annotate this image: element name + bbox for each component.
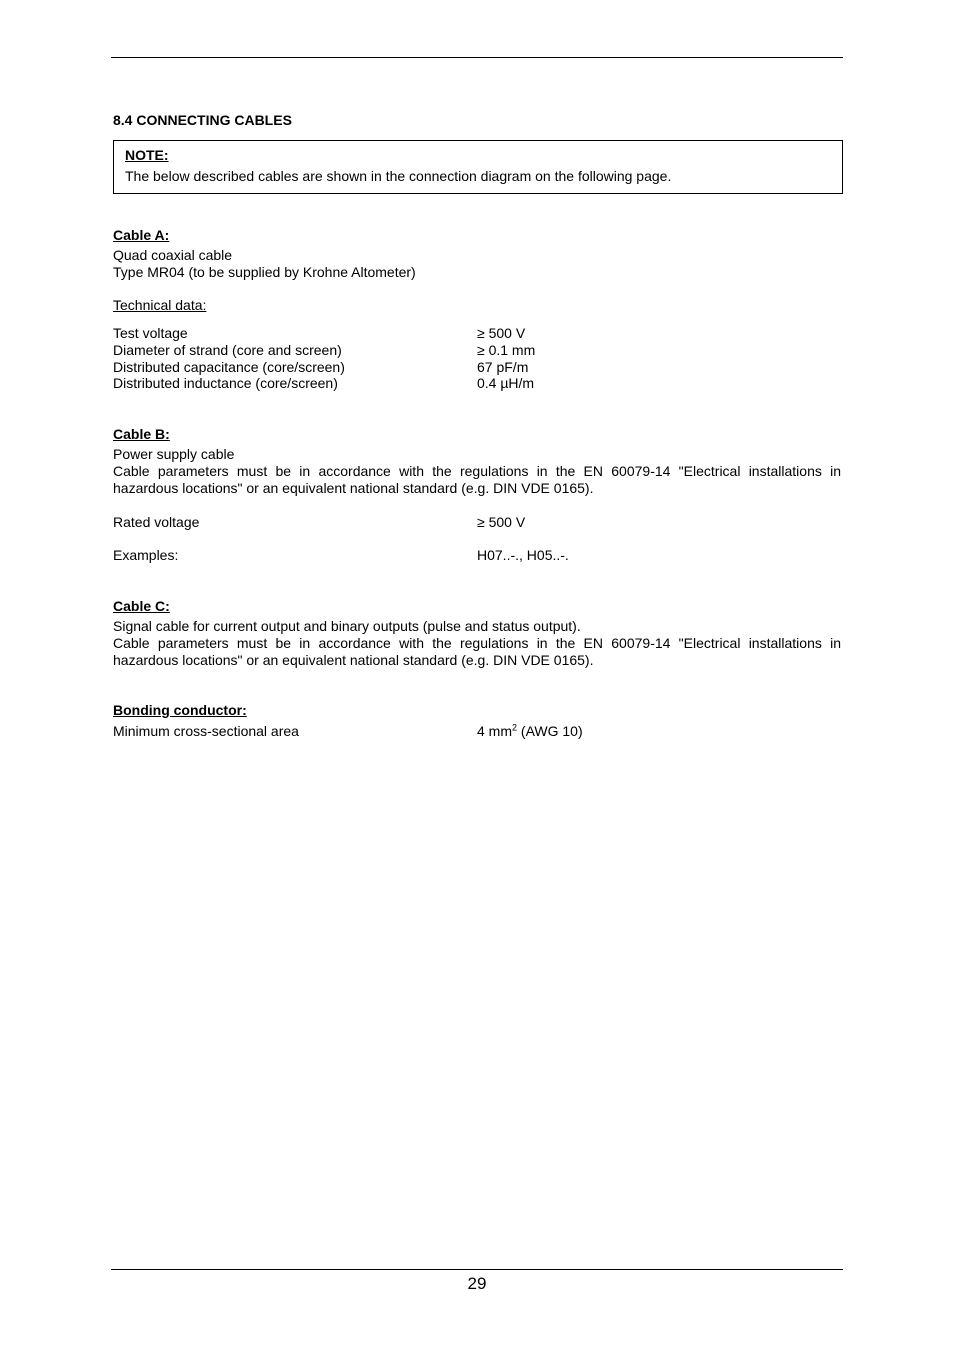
tech-row-label: Distributed inductance (core/screen) [113, 375, 338, 391]
rated-voltage-value: ≥ 500 V [477, 514, 526, 530]
cable-a-heading: Cable A: [113, 227, 170, 243]
bonding-value-suffix: (AWG 10) [517, 723, 583, 739]
section-title: 8.4 CONNECTING CABLES [113, 112, 292, 128]
cable-c-heading: Cable C: [113, 598, 170, 614]
bonding-label: Minimum cross-sectional area [113, 723, 299, 739]
tech-row-label: Test voltage [113, 325, 188, 341]
footer-rule [111, 1269, 843, 1270]
bonding-value [477, 723, 583, 740]
cable-b-heading: Cable B: [113, 426, 170, 442]
note-box [113, 140, 843, 194]
tech-row-value: ≥ 0.1 mm [477, 342, 536, 358]
cable-a-tech-heading: Technical data: [113, 297, 207, 313]
bonding-value-superscript: 2 [512, 722, 518, 733]
cable-a-line1: Quad coaxial cable [113, 247, 233, 263]
bonding-value-main: 4 mm [477, 723, 512, 739]
cable-c-line1: Signal cable for current output and binary outputs (pulse and status output). [113, 618, 581, 634]
rated-voltage-label: Rated voltage [113, 514, 200, 530]
page-number: 29 [467, 1274, 487, 1293]
note-heading: NOTE: [125, 147, 169, 163]
cable-b-line1: Power supply cable [113, 446, 235, 462]
cable-a-line2: Type MR04 (to be supplied by Krohne Altometer) [113, 264, 416, 280]
bonding-heading: Bonding conductor: [113, 702, 247, 718]
examples-label: Examples: [113, 547, 179, 563]
tech-row-label: Diameter of strand (core and screen) [113, 342, 342, 358]
header-rule [111, 57, 843, 58]
cable-b-paragraph: Cable parameters must be in accordance with the regulations in the EN 60079-14 "Electrical installations in hazardous locations" or an equivalent national standard (e.g. DIN VDE 0165). [113, 463, 841, 496]
tech-row-label: Distributed capacitance (core/screen) [113, 359, 345, 375]
tech-row-value: 0.4 µH/m [477, 375, 535, 391]
tech-row-value: 67 pF/m [477, 359, 529, 375]
cable-c-paragraph: Cable parameters must be in accordance with the regulations in the EN 60079-14 "Electrical installations in hazardous locations" or an equivalent national standard (e.g. DIN VDE 0165). [113, 635, 841, 668]
tech-row-value: ≥ 500 V [477, 325, 526, 341]
note-text: The below described cables are shown in the connection diagram on the following page. [125, 168, 672, 184]
examples-value: H07..-., H05..-. [477, 547, 569, 563]
